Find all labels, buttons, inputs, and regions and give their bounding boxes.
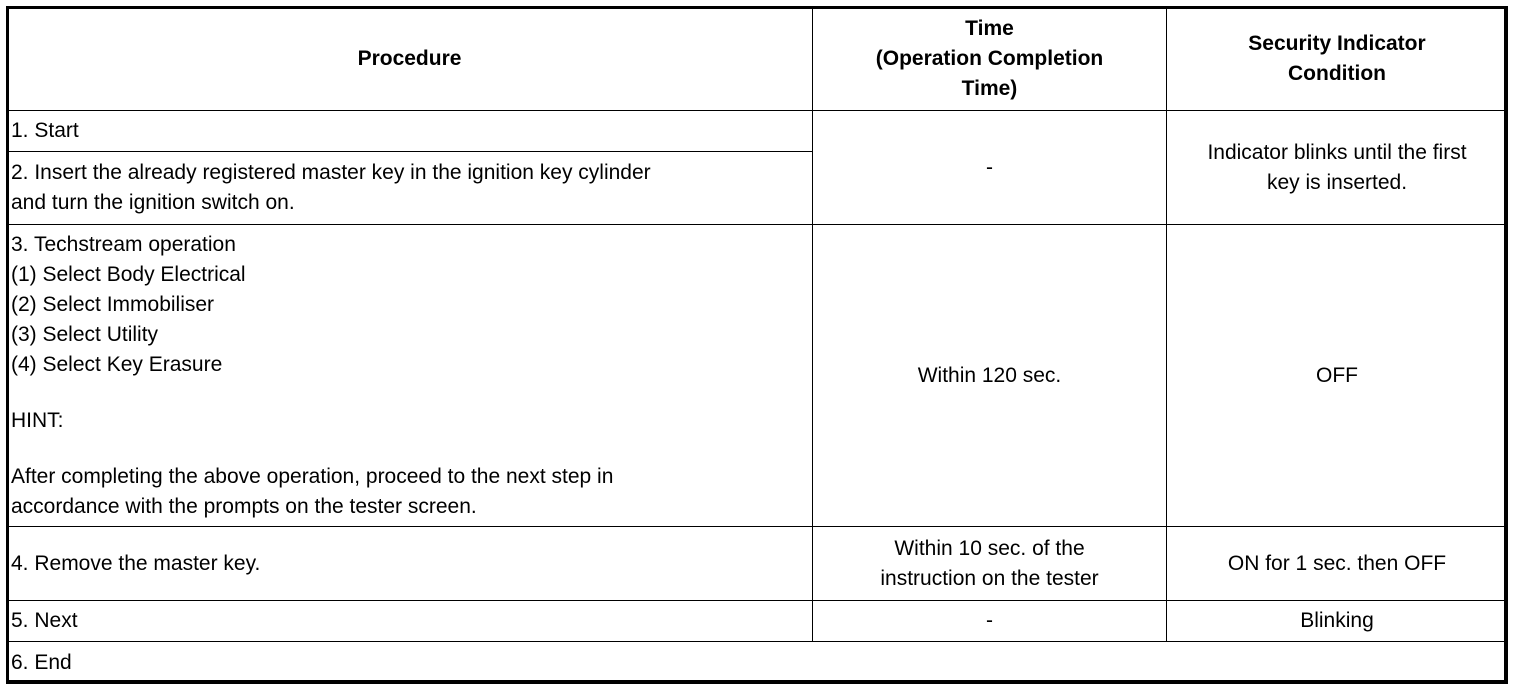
step-title: 3. Techstream operation (11, 232, 236, 256)
header-time: Time (Operation Completion Time) (813, 7, 1167, 111)
header-row (7, 7, 1508, 111)
procedure-table (6, 6, 1508, 684)
cell-procedure-2: 2. Insert the already registered master key in the ignition key cylinder and turn the ignition switch on. (7, 152, 813, 225)
cell-time-4: Within 10 sec. of the instruction on the tester (813, 527, 1167, 601)
table-row-4 (7, 527, 1508, 601)
cell-procedure-3 (7, 225, 813, 527)
cell-security-5: Blinking (1167, 601, 1508, 642)
cell-security-3: OFF (1167, 225, 1508, 527)
table-row-6 (7, 642, 1508, 684)
step-item: (1) Select Body Electrical (11, 262, 246, 286)
table-row-5 (7, 601, 1508, 642)
hint-label: HINT: (11, 408, 64, 432)
cell-procedure-1: 1. Start (7, 111, 813, 152)
hint-text: After completing the above operation, proceed to the next step in (11, 464, 614, 488)
table-row-1 (7, 111, 1508, 152)
cell-procedure-5: 5. Next (7, 601, 813, 642)
cell-time-3: Within 120 sec. (813, 225, 1167, 527)
cell-procedure-6: 6. End (7, 642, 1508, 684)
cell-security-4: ON for 1 sec. then OFF (1167, 527, 1508, 601)
table-row-3 (7, 225, 1508, 527)
cell-security-1-2: Indicator blinks until the first key is inserted. (1167, 111, 1508, 225)
cell-time-1-2: - (813, 111, 1167, 225)
header-security-indicator: Security Indicator Condition (1167, 7, 1508, 111)
hint-text: accordance with the prompts on the tester screen. (11, 494, 477, 518)
step-item: (2) Select Immobiliser (11, 292, 215, 316)
cell-time-5: - (813, 601, 1167, 642)
cell-procedure-4: 4. Remove the master key. (7, 527, 813, 601)
step-item: (4) Select Key Erasure (11, 352, 223, 376)
step-item: (3) Select Utility (11, 322, 159, 346)
header-procedure: Procedure (7, 7, 813, 111)
